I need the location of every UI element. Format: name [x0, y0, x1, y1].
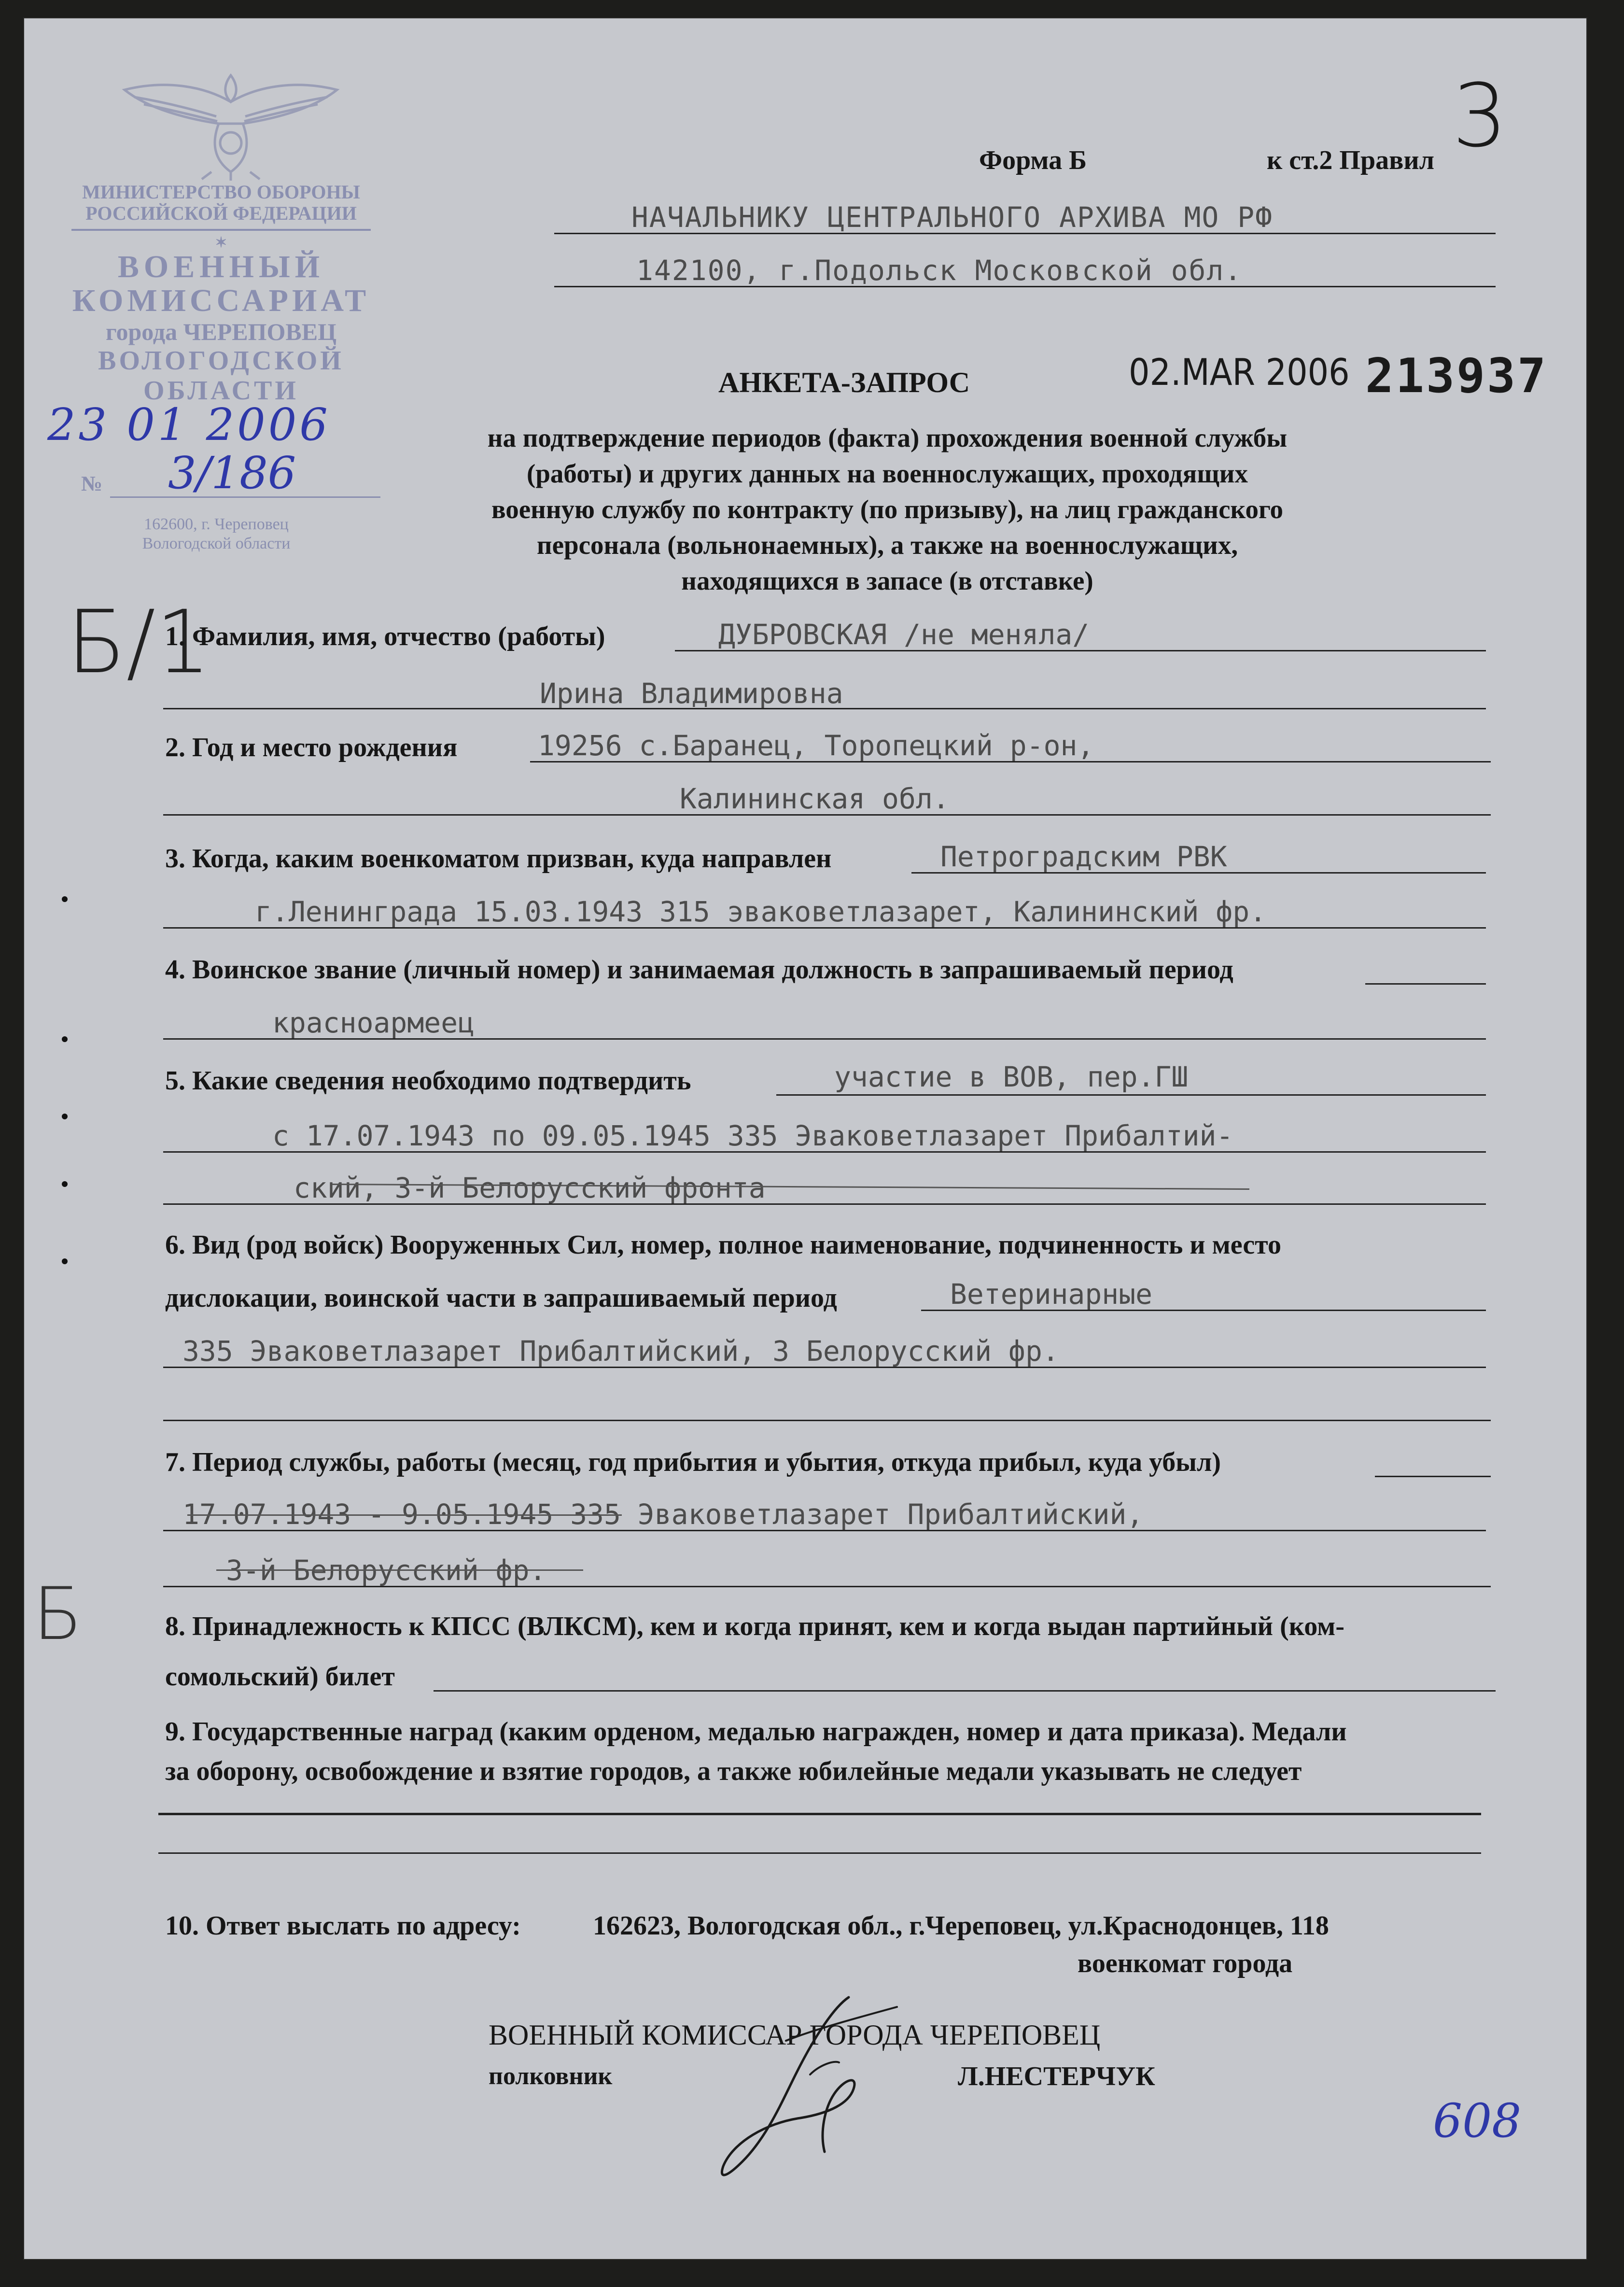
- q3-line-2: [163, 927, 1486, 929]
- handwritten-date: 23 01 2006: [47, 399, 331, 451]
- addressee: НАЧАЛЬНИКУ ЦЕНТРАЛЬНОГО АРХИВА МО РФ: [631, 201, 1274, 234]
- stamp-address-line1: 162600, г. Череповец: [144, 515, 289, 533]
- q9-line-2: [158, 1852, 1481, 1854]
- stamp-commissariat-line4: ВОЛОГОДСКОЙ: [98, 346, 344, 376]
- handwritten-ref-number: 3/186: [168, 447, 296, 499]
- q1-value: ДУБРОВСКАЯ /не меняла/: [718, 618, 1090, 651]
- q1-value-2: Ирина Владимировна: [540, 677, 843, 710]
- q4-label: 4. Воинское звание (личный номер) и занимаемая должность в запрашиваемый период: [165, 955, 1233, 985]
- q1-label: 1. Фамилия, имя, отчество (работы): [165, 621, 605, 651]
- rule-reference: к ст.2 Правил: [1267, 145, 1435, 175]
- q8-line: [434, 1690, 1496, 1692]
- q6-value: Ветеринарные: [950, 1278, 1153, 1311]
- margin-dot: [62, 1036, 68, 1042]
- q2-line-2: [163, 814, 1491, 816]
- description-line2: (работы) и других данных на военнослужащих, проходящих: [527, 459, 1248, 488]
- q9-line: [158, 1813, 1481, 1815]
- q7-value: 17.07.1943 - 9.05.1945 335 Эваковетлазарет Прибалтийский,: [182, 1498, 1144, 1531]
- q6-label-1: 6. Вид (род войск) Вооруженных Сил, номер, полное наименование, подчиненность и место: [165, 1230, 1281, 1260]
- margin-dot: [62, 896, 68, 902]
- q2-label: 2. Год и место рождения: [165, 733, 458, 762]
- q1-line: [675, 650, 1486, 651]
- q1-line-2: [163, 708, 1486, 709]
- q4-value: красноармеец: [272, 1006, 475, 1039]
- stamp-commissariat-line5: ОБЛАСТИ: [143, 376, 299, 406]
- address-line: [554, 286, 1496, 287]
- q2-line: [530, 761, 1491, 762]
- q5-value-2: с 17.07.1943 по 09.05.1945 335 Эваковетлазарет Прибалтий-: [272, 1119, 1233, 1152]
- form-description: [23, 420, 1587, 599]
- q9-label-2: за оборону, освобождение и взятие городов, а также юбилейные медали указывать не следует: [165, 1756, 1302, 1786]
- stamp-commissariat-line3: города ЧЕРЕПОВЕЦ: [106, 318, 336, 345]
- form-heading: АНКЕТА-ЗАПРОС: [718, 367, 970, 398]
- addressee-line: [554, 233, 1496, 234]
- signer-position: ВОЕННЫЙ КОМИССАР ГОРОДА ЧЕРЕПОВЕЦ: [489, 2019, 1101, 2051]
- stamp-number-prefix: №: [81, 472, 103, 495]
- q3-label: 3. Когда, каким военкоматом призван, куда направлен: [165, 844, 832, 874]
- q5-line-2: [163, 1151, 1486, 1153]
- incoming-number: 213937: [1365, 349, 1548, 404]
- description-line1: на подтверждение периодов (факта) прохождения военной службы: [487, 423, 1288, 452]
- q10-label: 10. Ответ выслать по адресу:: [165, 1911, 521, 1941]
- address: 142100, г.Подольск Московской обл.: [636, 254, 1243, 287]
- q8-label-1: 8. Принадлежность к КПСС (ВЛКСМ), кем и когда принят, кем и когда выдан партийный (ком-: [165, 1611, 1344, 1641]
- signer-rank: полковник: [489, 2062, 613, 2090]
- q3-value: Петроградским РВК: [940, 840, 1227, 873]
- stamp-commissariat-line2: КОМИССАРИАТ: [72, 283, 370, 318]
- q10-value-2: военкомат города: [1078, 1948, 1293, 1978]
- q6-line-2: [163, 1367, 1486, 1368]
- q6-value-2: 335 Эваковетлазарет Прибалтийский, 3 Белорусский фр.: [182, 1335, 1059, 1368]
- stamp-commissariat-line1: ВОЕННЫЙ: [117, 249, 325, 284]
- q7-strike: [187, 1514, 622, 1516]
- q7-strike-2: [216, 1569, 583, 1571]
- description-line4: персонала (вольнонаемных), а также на военнослужащих,: [536, 530, 1238, 560]
- description-line5: находящихся в запасе (в отставке): [681, 566, 1093, 595]
- form-label: Форма Б: [979, 145, 1087, 175]
- q8-label-2: сомольский) билет: [165, 1662, 395, 1692]
- q6-line-3: [163, 1420, 1491, 1421]
- margin-mark: Б/1: [67, 592, 211, 693]
- q10-value: 162623, Вологодская обл., г.Череповец, ул.Краснодонцев, 118: [593, 1911, 1329, 1941]
- q7-line: [1375, 1476, 1491, 1477]
- q5-value-3: ский, 3-й Белорусский фронта: [294, 1172, 766, 1204]
- q5-line-3: [163, 1203, 1486, 1205]
- stamp-ministry-line1: МИНИСТЕРСТВО ОБОРОНЫ: [82, 181, 360, 203]
- q2-value-2: Калининская обл.: [680, 782, 950, 815]
- q7-line-2: [163, 1530, 1486, 1531]
- q7-line-3: [163, 1586, 1491, 1587]
- eagle-emblem-icon: [115, 56, 347, 182]
- signer-name: Л.НЕСТЕРЧУК: [958, 2061, 1155, 2091]
- description-line3: военную службу по контракту (по призыву), на лиц гражданского: [491, 494, 1284, 524]
- document-page: [23, 17, 1587, 2260]
- q5-value: участие в ВОВ, пер.ГШ: [834, 1060, 1189, 1093]
- margin-dot: [62, 1114, 68, 1119]
- q5-label: 5. Какие сведения необходимо подтвердить: [165, 1066, 691, 1096]
- received-date-stamp: 02.MAR 2006: [1129, 351, 1350, 394]
- margin-dot: [62, 1258, 68, 1264]
- q5-line: [776, 1094, 1486, 1096]
- margin-mark-2: Б: [33, 1572, 83, 1656]
- q7-value-2: 3-й Белорусский фр.: [226, 1554, 546, 1587]
- margin-dot: [62, 1181, 68, 1187]
- q2-value: 19256 с.Баранец, Торопецкий р-он,: [538, 729, 1094, 762]
- handwritten-page-number: 3: [1452, 66, 1508, 167]
- ministry-stamp: МИНИСТЕРСТВО ОБОРОНЫ РОССИЙСКОЙ ФЕДЕРАЦИИ ✶ ВОЕННЫЙ КОМИССАРИАТ города ЧЕРЕПОВЕЦ ВОЛОГОДСКОЙ ОБЛАСТИ: [42, 182, 400, 406]
- q4-line: [1365, 983, 1486, 985]
- q3-value-2: г.Ленинграда 15.03.1943 315 эваковетлазарет, Калининский фр.: [255, 895, 1267, 928]
- q7-label: 7. Период службы, работы (месяц, год прибытия и убытия, откуда прибыл, куда убыл): [165, 1447, 1221, 1477]
- q6-label-2: дислокации, воинской части в запрашиваемый период: [165, 1283, 837, 1313]
- stamp-ministry-line2: РОССИЙСКОЙ ФЕДЕРАЦИИ: [85, 202, 357, 224]
- q6-line: [921, 1310, 1486, 1311]
- q9-label-1: 9. Государственные наград (каким орденом, медалью награжден, номер и дата приказа). Медали: [165, 1717, 1347, 1747]
- stamp-address-line2: Вологодской области: [142, 535, 291, 552]
- q4-line-2: [163, 1038, 1486, 1040]
- q3-line: [911, 872, 1486, 874]
- handwritten-bottom-number: 608: [1433, 2094, 1522, 2148]
- handwritten-signature: [689, 1978, 931, 2190]
